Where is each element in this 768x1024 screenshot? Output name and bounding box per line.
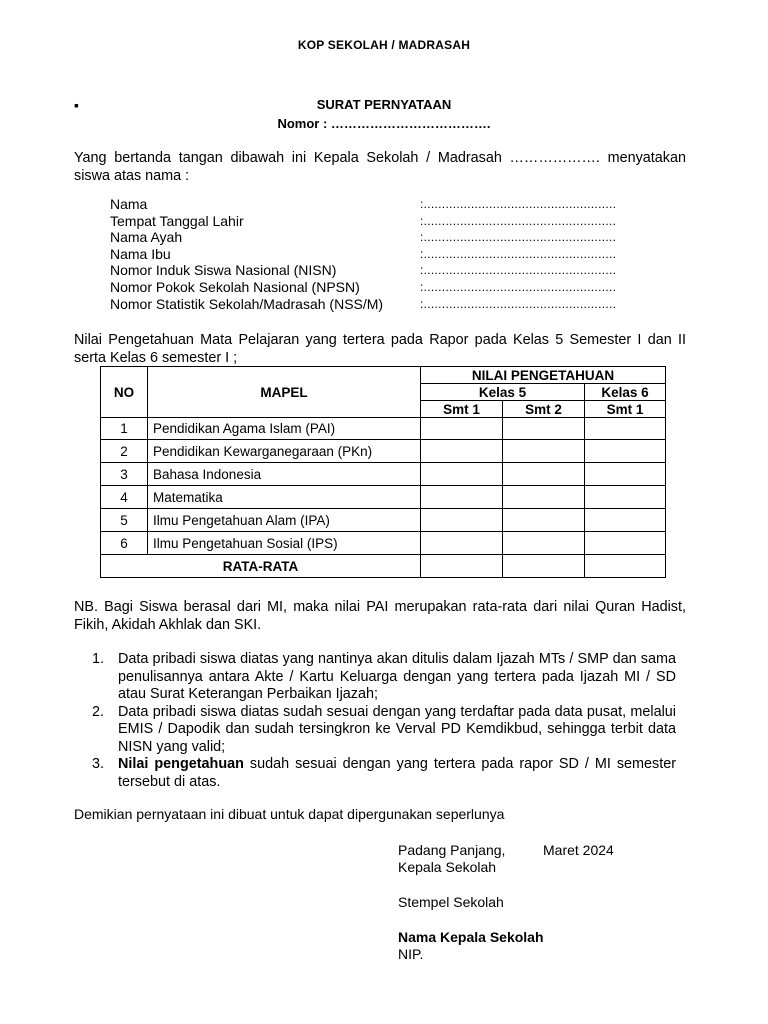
header-kelas-5: Kelas 5: [421, 384, 585, 401]
average-cell[interactable]: [421, 555, 503, 578]
document-number: Nomor : ……………………………….: [277, 116, 491, 131]
grade-cell[interactable]: [503, 440, 585, 463]
table-row: [101, 418, 666, 440]
grade-cell[interactable]: [585, 418, 666, 440]
table-row: [101, 532, 666, 555]
identity-label: Nama Ibu: [110, 245, 171, 262]
subject-name: Pendidikan Kewarganegaraan (PKn): [148, 440, 421, 463]
subject-name: Matematika: [148, 486, 421, 509]
average-row: [101, 555, 666, 578]
row-number: 5: [101, 509, 148, 532]
signature-place: Padang Panjang,: [398, 842, 506, 858]
grade-cell[interactable]: [585, 463, 666, 486]
identity-label: Nomor Statistik Sekolah/Madrasah (NSS/M): [110, 295, 384, 312]
grade-cell[interactable]: [503, 532, 585, 555]
grade-cell[interactable]: [421, 440, 503, 463]
list-item: [74, 704, 676, 757]
identity-fill-line: :.....................................................: [420, 279, 617, 294]
identity-label: Nama: [110, 196, 148, 212]
header-mapel: MAPEL: [148, 367, 421, 418]
identity-fill-line: :.....................................................: [420, 230, 617, 245]
identity-fill-line: :.....................................................: [420, 197, 617, 211]
school-stamp-placeholder: Stempel Sekolah: [398, 894, 504, 910]
grade-cell[interactable]: [503, 418, 585, 440]
header-k5-smt-2: Smt 2: [503, 401, 585, 418]
subject-name: Ilmu Pengetahuan Sosial (IPS): [148, 532, 421, 555]
identity-label: Nama Ayah: [110, 229, 183, 246]
table-row: [101, 509, 666, 532]
identity-fill-line: :.....................................................: [420, 246, 617, 261]
subject-name: Bahasa Indonesia: [148, 463, 421, 486]
header-nilai-pengetahuan: NILAI PENGETAHUAN: [421, 367, 666, 384]
signature-role: Kepala Sekolah: [398, 859, 497, 875]
identity-label: Nomor Pokok Sekolah Nasional (NPSN): [110, 278, 360, 295]
grade-cell[interactable]: [503, 486, 585, 509]
grade-cell[interactable]: [503, 463, 585, 486]
statement-text: Data pribadi siswa diatas sudah sesuai dengan yang terdaftar pada data pusat, melalui EMIS / Dapodik dan sudah tersingkron ke Verval PD Kemdikbud, sehingga terbit data NISN yang valid;: [118, 703, 676, 755]
grade-cell[interactable]: [421, 532, 503, 555]
row-number: 1: [101, 418, 148, 440]
statement-text: sudah sesuai dengan yang tertera pada rapor SD / MI semester tersebut di atas.: [118, 756, 677, 790]
list-item: [74, 756, 676, 791]
subject-name: Pendidikan Agama Islam (PAI): [148, 418, 421, 440]
grade-cell[interactable]: [421, 463, 503, 486]
header-k6-smt-1: Smt 1: [585, 401, 666, 418]
row-number: 4: [101, 486, 148, 509]
principal-nip: NIP.: [398, 946, 424, 962]
table-row: [101, 463, 666, 486]
row-number: 6: [101, 532, 148, 555]
header-k5-smt-1: Smt 1: [421, 401, 503, 418]
row-number: 2: [101, 440, 148, 463]
grade-cell[interactable]: [421, 418, 503, 440]
grade-cell[interactable]: [585, 509, 666, 532]
signature-date: Maret 2024: [543, 842, 614, 858]
letterhead: KOP SEKOLAH / MADRASAH: [297, 38, 471, 52]
grade-cell[interactable]: [585, 532, 666, 555]
header-kelas-6: Kelas 6: [585, 384, 666, 401]
statement-text: Data pribadi siswa diatas yang nantinya akan ditulis dalam Ijazah MTs / SMP dan sama penulisannya antara Akte / Kartu Keluarga dengan yang tertera pada Ijazah MI / SD atau Surat Keterangan Perbaikan Ijazah;: [118, 651, 676, 702]
document-title: SURAT PERNYATAAN: [316, 97, 452, 112]
list-number: 2.: [92, 703, 105, 720]
grade-cell[interactable]: [503, 509, 585, 532]
average-cell[interactable]: [585, 555, 666, 578]
table-row: [101, 440, 666, 463]
bullet-mark: ▪: [74, 97, 79, 113]
identity-label: Nomor Induk Siswa Nasional (NISN): [110, 262, 337, 279]
list-number: 3.: [92, 756, 105, 772]
grades-intro: Nilai Pengetahuan Mata Pelajaran yang tertera pada Rapor pada Kelas 5 Semester I dan II serta Kelas 6 semester I ;: [74, 332, 686, 366]
closing-sentence: Demikian pernyataan ini dibuat untuk dapat dipergunakan seperlunya: [74, 806, 505, 822]
identity-fill-line: :.....................................................: [420, 263, 617, 278]
grade-cell[interactable]: [421, 486, 503, 509]
statement-list: [74, 651, 676, 791]
subject-name: Ilmu Pengetahuan Alam (IPA): [148, 509, 421, 532]
principal-name: Nama Kepala Sekolah: [398, 929, 544, 945]
identity-label: Tempat Tanggal Lahir: [110, 212, 244, 229]
row-number: 3: [101, 463, 148, 486]
average-label: RATA-RATA: [101, 555, 421, 578]
grade-cell[interactable]: [585, 440, 666, 463]
nb-note: NB. Bagi Siswa berasal dari MI, maka nilai PAI merupakan rata-rata dari nilai Quran Hadist, Fikih, Akidah Akhlak dan SKI.: [74, 599, 686, 633]
table-row: [101, 486, 666, 509]
list-item: [74, 651, 676, 704]
grade-cell[interactable]: [421, 509, 503, 532]
average-cell[interactable]: [503, 555, 585, 578]
header-no: NO: [101, 367, 148, 418]
grade-cell[interactable]: [585, 486, 666, 509]
intro-paragraph: Yang bertanda tangan dibawah ini Kepala Sekolah / Madrasah ………………. menyatakan siswa atas nama :: [74, 150, 686, 184]
grades-table: [100, 366, 666, 578]
statement-bold-lead: Nilai pengetahuan: [118, 756, 244, 772]
identity-fill-line: :.....................................................: [420, 213, 617, 228]
list-number: 1.: [92, 651, 105, 667]
identity-fill-line: :.....................................................: [420, 296, 617, 311]
